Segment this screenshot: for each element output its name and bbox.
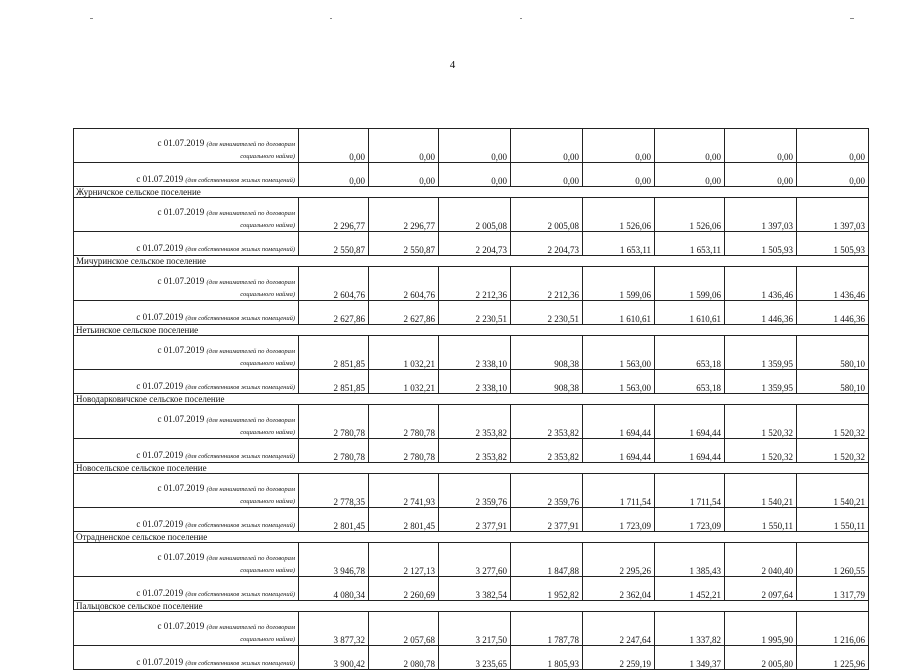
table-row [74,301,869,325]
tariff-value: 0,00 [511,163,583,187]
row-date: с 01.07.2019 [136,657,184,667]
row-date: с 01.07.2019 [157,138,205,148]
table-row [74,267,869,301]
table-row [74,370,869,394]
tariff-value: 2 353,82 [439,439,511,463]
row-date: с 01.07.2019 [157,276,205,286]
tariff-value: 2 780,78 [369,439,439,463]
row-label [74,508,299,532]
tariff-value: 1 711,54 [655,474,725,508]
tariff-value: 2 550,87 [299,232,369,256]
row-label [74,474,299,508]
tariff-value: 2 780,78 [369,405,439,439]
settlement-name: Нетьинское сельское поселение [74,325,869,336]
tariff-value: 1 563,00 [583,370,655,394]
tariff-value: 0,00 [369,129,439,163]
tariff-value: 1 216,06 [797,612,869,646]
tariff-value: 2 353,82 [511,405,583,439]
settlement-name: Мичуринское сельское поселение [74,256,869,267]
row-label [74,163,299,187]
tariff-value: 580,10 [797,370,869,394]
row-date: с 01.07.2019 [157,621,205,631]
row-note: социального найма) [240,222,295,229]
row-label [74,612,299,646]
tariff-value: 2 127,13 [369,543,439,577]
settlement-name: Журничское сельское поселение [74,187,869,198]
tariff-value: 1 452,21 [655,577,725,601]
tariff-value: 2 801,45 [369,508,439,532]
tariff-value: 1 563,00 [583,336,655,370]
row-date: с 01.07.2019 [157,207,205,217]
tariff-value: 2 212,36 [511,267,583,301]
tariff-value: 2 362,04 [583,577,655,601]
row-note: (для собственников жилых помещений) [185,384,295,391]
tariff-value: 2 550,87 [369,232,439,256]
tariff-value: 2 296,77 [369,198,439,232]
tariff-value: 2 296,77 [299,198,369,232]
row-date: с 01.07.2019 [157,552,205,562]
table-row [74,474,869,508]
section-header-row [74,394,869,405]
tariff-value: 0,00 [511,129,583,163]
row-label [74,370,299,394]
tariff-value: 1 032,21 [369,370,439,394]
row-label [74,646,299,670]
table-row [74,577,869,601]
tariff-value: 2 259,19 [583,646,655,670]
tariff-value: 2 212,36 [439,267,511,301]
tariff-value: 2 057,68 [369,612,439,646]
settlement-name: Пальцовское сельское поселение [74,601,869,612]
row-date: с 01.07.2019 [157,483,205,493]
tariff-value: 1 723,09 [655,508,725,532]
tariff-value: 1 694,44 [655,405,725,439]
row-note: социального найма) [240,567,295,574]
tariff-value: 1 520,32 [797,439,869,463]
tariff-value: 0,00 [725,129,797,163]
row-note: (для собственников жилых помещений) [185,177,295,184]
tariff-value: 0,00 [439,163,511,187]
tariff-value: 0,00 [439,129,511,163]
tariff-value: 1 787,78 [511,612,583,646]
row-note: социального найма) [240,153,295,160]
tariff-value: 3 277,60 [439,543,511,577]
section-header-row [74,601,869,612]
row-date: с 01.07.2019 [136,450,184,460]
tariff-value: 1 446,36 [797,301,869,325]
row-note: (для нанимателей по договорам [206,210,295,217]
tariff-value: 2 377,91 [511,508,583,532]
section-header-row [74,463,869,474]
tariff-value: 1 032,21 [369,336,439,370]
row-note: социального найма) [240,291,295,298]
tariff-value: 1 694,44 [583,405,655,439]
tariff-value: 1 711,54 [583,474,655,508]
table-row [74,646,869,670]
table-row [74,163,869,187]
tariff-value: 2 247,64 [583,612,655,646]
tariff-value: 653,18 [655,370,725,394]
table-row [74,612,869,646]
tariff-value: 1 847,88 [511,543,583,577]
tariff-value: 3 382,54 [439,577,511,601]
settlement-name: Новосельское сельское поселение [74,463,869,474]
tariff-value: 1 359,95 [725,336,797,370]
tariff-value: 1 694,44 [583,439,655,463]
tariff-value: 1 526,06 [583,198,655,232]
tariff-value: 3 877,32 [299,612,369,646]
row-note: (для собственников жилых помещений) [185,246,295,253]
tariff-value: 1 505,93 [725,232,797,256]
tariff-value: 1 550,11 [725,508,797,532]
tariff-value: 4 080,34 [299,577,369,601]
tariff-value: 1 540,21 [725,474,797,508]
tariff-value: 1 317,79 [797,577,869,601]
row-label [74,577,299,601]
tariff-value: 1 610,61 [655,301,725,325]
settlement-name: Новодарковичское сельское поселение [74,394,869,405]
tariff-value: 0,00 [299,129,369,163]
table-row [74,129,869,163]
tariff-value: 1 505,93 [797,232,869,256]
tariff-value: 2 080,78 [369,646,439,670]
tariff-value: 1 599,06 [583,267,655,301]
tariff-value: 2 741,93 [369,474,439,508]
tariff-value: 2 780,78 [299,439,369,463]
tariff-table [73,128,869,670]
row-date: с 01.07.2019 [136,588,184,598]
row-label [74,232,299,256]
row-label [74,267,299,301]
tariff-value: 1 723,09 [583,508,655,532]
tariff-value: 2 005,80 [725,646,797,670]
tariff-value: 1 520,32 [725,405,797,439]
tariff-value: 0,00 [583,129,655,163]
table-row [74,405,869,439]
tariff-value: 0,00 [655,129,725,163]
row-date: с 01.07.2019 [136,381,184,391]
tariff-value: 2 851,85 [299,336,369,370]
page-number: 4 [449,59,456,71]
tariff-value: 908,38 [511,370,583,394]
tariff-value: 0,00 [797,163,869,187]
tariff-value: 0,00 [299,163,369,187]
tariff-value: 2 377,91 [439,508,511,532]
row-note: (для собственников жилых помещений) [185,660,295,667]
tariff-value: 0,00 [369,163,439,187]
tariff-value: 1 397,03 [725,198,797,232]
tariff-value: 1 260,55 [797,543,869,577]
tariff-value: 580,10 [797,336,869,370]
table-row [74,508,869,532]
tariff-value: 1 610,61 [583,301,655,325]
row-note: социального найма) [240,636,295,643]
tariff-value: 1 550,11 [797,508,869,532]
table-row [74,439,869,463]
tariff-value: 0,00 [583,163,655,187]
tariff-value: 2 204,73 [439,232,511,256]
row-label [74,405,299,439]
row-note: (для собственников жилых помещений) [185,591,295,598]
tariff-value: 2 230,51 [511,301,583,325]
tariff-value: 1 349,37 [655,646,725,670]
tariff-value: 2 204,73 [511,232,583,256]
tariff-value: 2 851,85 [299,370,369,394]
row-date: с 01.07.2019 [136,243,184,253]
row-note: (для собственников жилых помещений) [185,315,295,322]
row-note: социального найма) [240,498,295,505]
row-date: с 01.07.2019 [157,414,205,424]
row-note: (для нанимателей по договорам [206,624,295,631]
tariff-value: 2 005,08 [511,198,583,232]
row-label [74,198,299,232]
section-header-row [74,325,869,336]
tariff-value: 2 627,86 [299,301,369,325]
row-label [74,439,299,463]
tariff-value: 2 353,82 [439,405,511,439]
tariff-value: 1 526,06 [655,198,725,232]
tariff-value: 1 359,95 [725,370,797,394]
table-row [74,232,869,256]
tariff-value: 2 338,10 [439,336,511,370]
table-row [74,198,869,232]
section-header-row [74,187,869,198]
tariff-value: 1 337,82 [655,612,725,646]
row-date: с 01.07.2019 [136,312,184,322]
row-date: с 01.07.2019 [157,345,205,355]
tariff-value: 1 653,11 [655,232,725,256]
row-note: (для нанимателей по договорам [206,279,295,286]
tariff-value: 1 599,06 [655,267,725,301]
table-row [74,543,869,577]
tariff-value: 653,18 [655,336,725,370]
row-note: (для собственников жилых помещений) [185,453,295,460]
tariff-value: 2 260,69 [369,577,439,601]
tariff-value: 1 225,96 [797,646,869,670]
tariff-value: 2 295,26 [583,543,655,577]
row-label [74,543,299,577]
row-label [74,301,299,325]
table-row [74,336,869,370]
row-label [74,336,299,370]
tariff-value: 1 520,32 [797,405,869,439]
tariff-value: 2 353,82 [511,439,583,463]
row-note: (для собственников жилых помещений) [185,522,295,529]
settlement-name: Отрадненское сельское поселение [74,532,869,543]
tariff-value: 2 801,45 [299,508,369,532]
row-note: социального найма) [240,429,295,436]
tariff-value: 2 097,64 [725,577,797,601]
tariff-value: 2 338,10 [439,370,511,394]
tariff-value: 0,00 [725,163,797,187]
row-note: (для нанимателей по договорам [206,486,295,493]
tariff-value: 2 604,76 [299,267,369,301]
tariff-value: 2 230,51 [439,301,511,325]
row-note: (для нанимателей по договорам [206,141,295,148]
tariff-value: 1 446,36 [725,301,797,325]
tariff-value: 908,38 [511,336,583,370]
section-header-row [74,256,869,267]
tariff-value: 3 235,65 [439,646,511,670]
row-note: (для нанимателей по договорам [206,417,295,424]
tariff-value: 1 436,46 [797,267,869,301]
tariff-value: 2 627,86 [369,301,439,325]
tariff-value: 0,00 [655,163,725,187]
tariff-value: 2 604,76 [369,267,439,301]
tariff-value: 1 540,21 [797,474,869,508]
tariff-value: 3 900,42 [299,646,369,670]
tariff-value: 2 359,76 [439,474,511,508]
tariff-value: 1 436,46 [725,267,797,301]
tariff-value: 0,00 [797,129,869,163]
tariff-value: 2 780,78 [299,405,369,439]
tariff-value: 1 995,90 [725,612,797,646]
row-date: с 01.07.2019 [136,519,184,529]
row-note: (для нанимателей по договорам [206,348,295,355]
tariff-value: 1 952,82 [511,577,583,601]
tariff-value: 3 946,78 [299,543,369,577]
tariff-value: 3 217,50 [439,612,511,646]
row-label [74,129,299,163]
tariff-value: 1 520,32 [725,439,797,463]
section-header-row [74,532,869,543]
tariff-value: 1 694,44 [655,439,725,463]
tariff-value: 2 005,08 [439,198,511,232]
row-note: социального найма) [240,360,295,367]
tariff-value: 2 359,76 [511,474,583,508]
tariff-value: 1 805,93 [511,646,583,670]
tariff-value: 2 778,35 [299,474,369,508]
tariff-value: 1 653,11 [583,232,655,256]
row-note: (для нанимателей по договорам [206,555,295,562]
tariff-value: 1 385,43 [655,543,725,577]
tariff-value: 2 040,40 [725,543,797,577]
tariff-value: 1 397,03 [797,198,869,232]
row-date: с 01.07.2019 [136,174,184,184]
